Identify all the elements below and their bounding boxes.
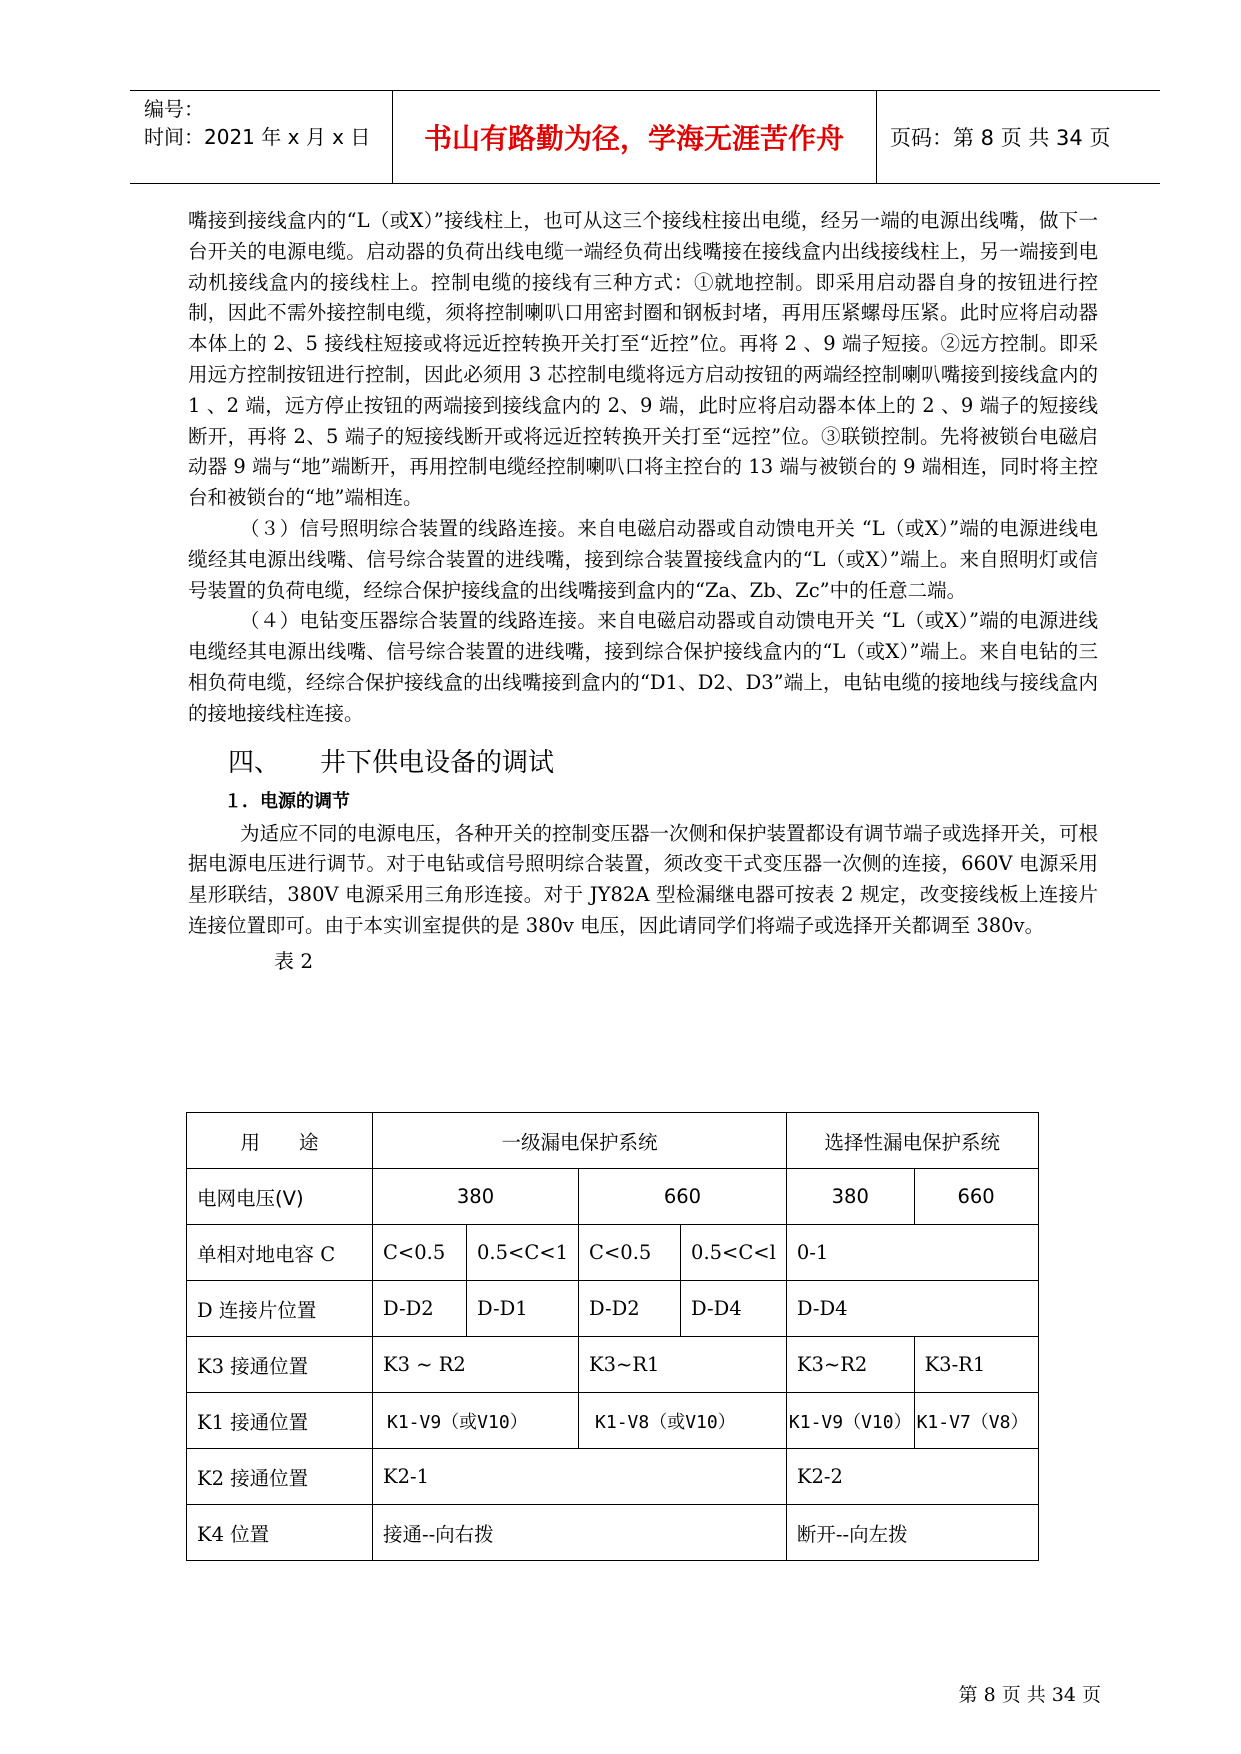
table-cell: K3~R1	[579, 1337, 787, 1393]
table-caption: 表 2	[274, 948, 314, 973]
table-cell: 0.5<C<l	[681, 1225, 787, 1281]
table-cell: K3 接通位置	[187, 1337, 373, 1393]
table-cell: K2 接通位置	[187, 1449, 373, 1505]
header-meta	[144, 95, 394, 151]
subsection-heading: １．电源的调节	[224, 790, 350, 812]
table-cell: D-D4	[681, 1281, 787, 1337]
table-cell: 选择性漏电保护系统	[786, 1113, 1038, 1169]
table-cell: 断开--向左拨	[786, 1505, 1038, 1561]
table-cell: K1 接通位置	[187, 1393, 373, 1449]
table-cell: D-D4	[786, 1281, 1038, 1337]
header-code-label: 编号：	[144, 97, 204, 121]
table-cell: K1-V9（或V10）	[373, 1393, 579, 1449]
header-divider	[876, 91, 877, 183]
table-cell: 接通--向右拨	[373, 1505, 787, 1561]
table-row	[187, 1393, 1039, 1449]
section-number: 四、	[228, 747, 281, 778]
table-cell: 一级漏电保护系统	[373, 1113, 787, 1169]
table-row	[187, 1449, 1039, 1505]
table-cell: 380	[373, 1169, 579, 1225]
table-cell: 380	[786, 1169, 914, 1225]
table-cell: 660	[914, 1169, 1038, 1225]
header-time-label: 时间：2021 年 x 月 x 日	[144, 125, 371, 149]
table-cell: 0-1	[786, 1225, 1038, 1281]
table-cell: C<0.5	[579, 1225, 681, 1281]
table-cell: D-D1	[467, 1281, 579, 1337]
table-row	[187, 1113, 1039, 1169]
table-row	[187, 1505, 1039, 1561]
table-cell: D 连接片位置	[187, 1281, 373, 1337]
table-cell: D-D2	[373, 1281, 467, 1337]
table-cell: K2-1	[373, 1449, 787, 1505]
table-cell: K3-R1	[914, 1337, 1038, 1393]
paragraph: （４）电钻变压器综合装置的线路连接。来自电磁启动器或自动馈电开关 “L（或X）”端的电源进线电缆经其电源出线嘴、信号综合装置的进线嘴，接到综合保护接线盒内的“L（或X）”端上。来自电钻的三相负荷电缆，经综合保护接线盒的出线嘴接到盒内的“D1、D2、D3”端上，电钻电缆的接地线与接线盒内的接地接线柱连接。	[188, 609, 1098, 725]
page-footer: 第 8 页 共 34 页	[958, 1684, 1101, 1706]
table-cell: 单相对地电容 C	[187, 1225, 373, 1281]
table-cell: K3~R2	[786, 1337, 914, 1393]
header-motto: 书山有路勤为径，学海无涯苦作舟	[423, 122, 844, 155]
paragraph: （３）信号照明综合装置的线路连接。来自电磁启动器或自动馈电开关 “L（或X）”端的电源进线电缆经其电源出线嘴、信号综合装置的进线嘴，接到综合装置接线盒内的“L（或X）”端上。来自照明灯或信号装置的负荷电缆，经综合保护接线盒的出线嘴接到盒内的“Za、Zb、Zc”中的任意二端。	[188, 516, 1098, 602]
table-cell: K1-V9（V10）	[786, 1393, 914, 1449]
document-body	[188, 206, 1098, 978]
table-cell: C<0.5	[373, 1225, 467, 1281]
table-row	[187, 1281, 1039, 1337]
table-cell: K4 位置	[187, 1505, 373, 1561]
table-cell: D-D2	[579, 1281, 681, 1337]
table-row	[187, 1169, 1039, 1225]
section-title: 井下供电设备的调试	[320, 747, 555, 778]
paragraph: 为适应不同的电源电压，各种开关的控制变压器一次侧和保护装置都设有调节端子或选择开关，可根据电源电压进行调节。对于电钻或信号照明综合装置，须改变干式变压器一次侧的连接，660V 电源采用星形联结，380V 电源采用三角形连接。对于 JY82A 型检漏继电器可按表 2 规定，改变接线板上连接片连接位置即可。由于本实训室提供的是 380v 电压，因此请同学们将端子或选择开关都调至 380v。	[188, 821, 1099, 937]
settings-table	[186, 1112, 1039, 1561]
table-cell: 660	[579, 1169, 787, 1225]
table-cell: K1-V8（或V10）	[579, 1393, 787, 1449]
table-cell: K3 ~ R2	[373, 1337, 579, 1393]
table-cell: K1-V7（V8）	[914, 1393, 1038, 1449]
table-cell: 电网电压(V)	[187, 1169, 373, 1225]
header-page-info: 页码：第 8 页 共 34 页	[890, 126, 1111, 150]
section-heading	[228, 742, 1098, 779]
page-header	[130, 90, 1160, 184]
table-cell: 0.5<C<1	[467, 1225, 579, 1281]
table-cell: K2-2	[786, 1449, 1038, 1505]
paragraph: 嘴接到接线盒内的“L（或X）”接线柱上，也可从这三个接线柱接出电缆，经另一端的电源出线嘴，做下一台开关的电源电缆。启动器的负荷出线电缆一端经负荷出线嘴接在接线盒内出线接线柱上，另一端接到电动机接线盒内的接线柱上。控制电缆的接线有三种方式：①就地控制。即采用启动器自身的按钮进行控制，因此不需外接控制电缆，须将控制喇叭口用密封圈和钢板封堵，再用压紧螺母压紧。此时应将启动器本体上的 2、5 接线柱短接或将远近控转换开关打至“近控”位。再将 2 、9 端子短接。②远方控制。即采用远方控制按钮进行控制，因此必须用 3 芯控制电缆将远方启动按钮的两端经控制喇叭嘴接到接线盒内的 1 、2 端，远方停止按钮的两端接到接线盒内的 2、9 端，此时应将启动器本体上的 2 、9 端子的短接线断开，再将 2、5 端子的短接线断开或将远近控转换开关打至“远控”位。③联锁控制。先将被锁台电磁启动器 9 端与“地”端断开，再用控制电缆经控制喇叭口将主控台的 13 端与被锁台的 9 端相连，同时将主控台和被锁台的“地”端相连。	[188, 209, 1098, 510]
table-cell: 用 途	[187, 1113, 373, 1169]
table-row	[187, 1225, 1039, 1281]
table-row	[187, 1337, 1039, 1393]
